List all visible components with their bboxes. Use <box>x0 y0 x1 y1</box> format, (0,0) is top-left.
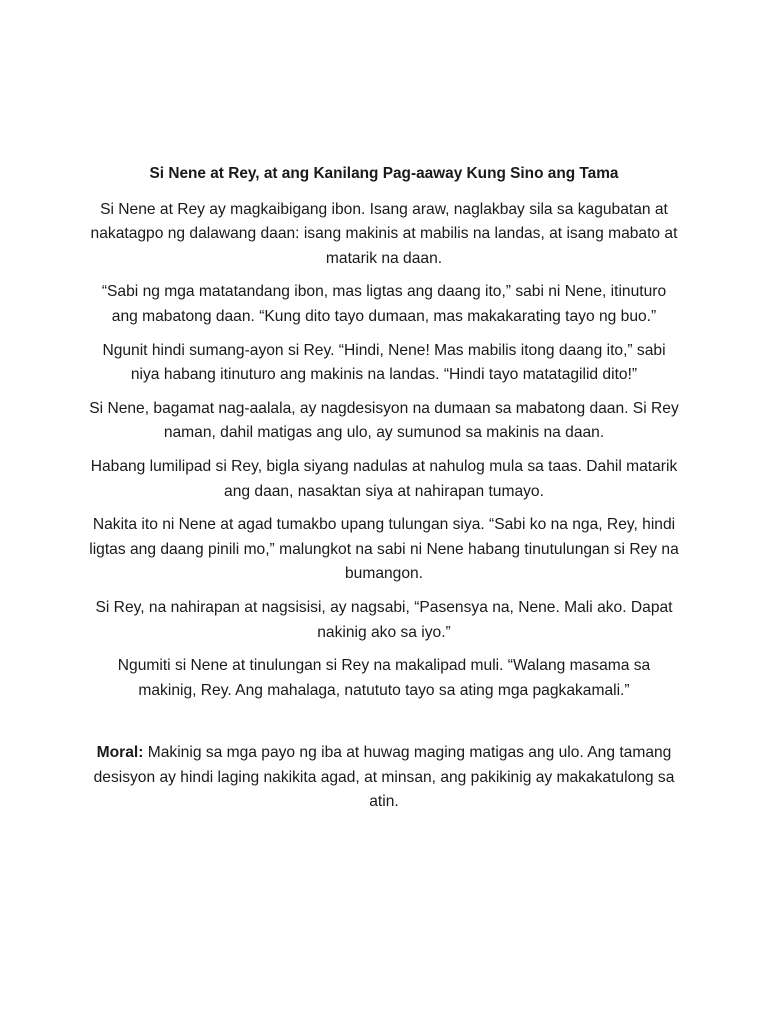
paragraph-6: Nakita ito ni Nene at agad tumakbo upang tulungan siya. “Sabi ko na nga, Rey, hindi ligtas ang daang pinili mo,” malungkot na sabi ni Nene habang tinutulungan si Rey na bumangon. <box>89 516 679 583</box>
paragraph-4: Si Nene, bagamat nag-aalala, ay nagdesisyon na dumaan sa mabatong daan. Si Rey naman, dahil matigas ang ulo, ay sumunod sa makinis na daan. <box>89 399 679 442</box>
paragraph-3: Ngunit hindi sumang-ayon si Rey. “Hindi, Nene! Mas mabilis itong daang ito,” sabi niya habang itinuturo ang makinis na landas. “Hindi tayo matatagilid dito!” <box>102 341 666 384</box>
paragraph-1: Si Nene at Rey ay magkaibigang ibon. Isang araw, naglakbay sila sa kagubatan at nakatagpo ng dalawang daan: isang makinis at mabilis na landas, at isang mabato at matarik na daan. <box>90 200 678 267</box>
paragraph-2: “Sabi ng mga matatandang ibon, mas ligtas ang daang ito,” sabi ni Nene, itinuturo ang mabatong daan. “Kung dito tayo dumaan, mas makakarating tayo ng buo.” <box>101 283 667 325</box>
paragraph-7: Si Rey, na nahirapan at nagsisisi, ay nagsabi, “Pasensya na, Nene. Mali ako. Dapat nakinig ako sa iyo.” <box>95 598 673 641</box>
paragraph-8: Ngumiti si Nene at tinulungan si Rey na makalipad muli. “Walang masama sa makinig, Rey. Ang mahalaga, natututo tayo sa ating mga pagkakamali.” <box>117 657 651 699</box>
moral-text: Makinig sa mga payo ng iba at huwag maging matigas ang ulo. Ang tamang desisyon ay hindi laging nakikita agad, at minsan, ang pakikinig ay makakatulong sa atin. <box>93 744 675 811</box>
moral-label: Moral: <box>96 744 144 762</box>
story-body <box>88 162 680 824</box>
paragraph-5: Habang lumilipad si Rey, bigla siyang nadulas at nahulog mula sa taas. Dahil matarik ang daan, nasaktan siya at nahirapan tumayo. <box>90 457 678 500</box>
story-title: Si Nene at Rey, at ang Kanilang Pag-aaway Kung Sino ang Tama <box>149 165 619 182</box>
moral-paragraph <box>88 741 680 815</box>
